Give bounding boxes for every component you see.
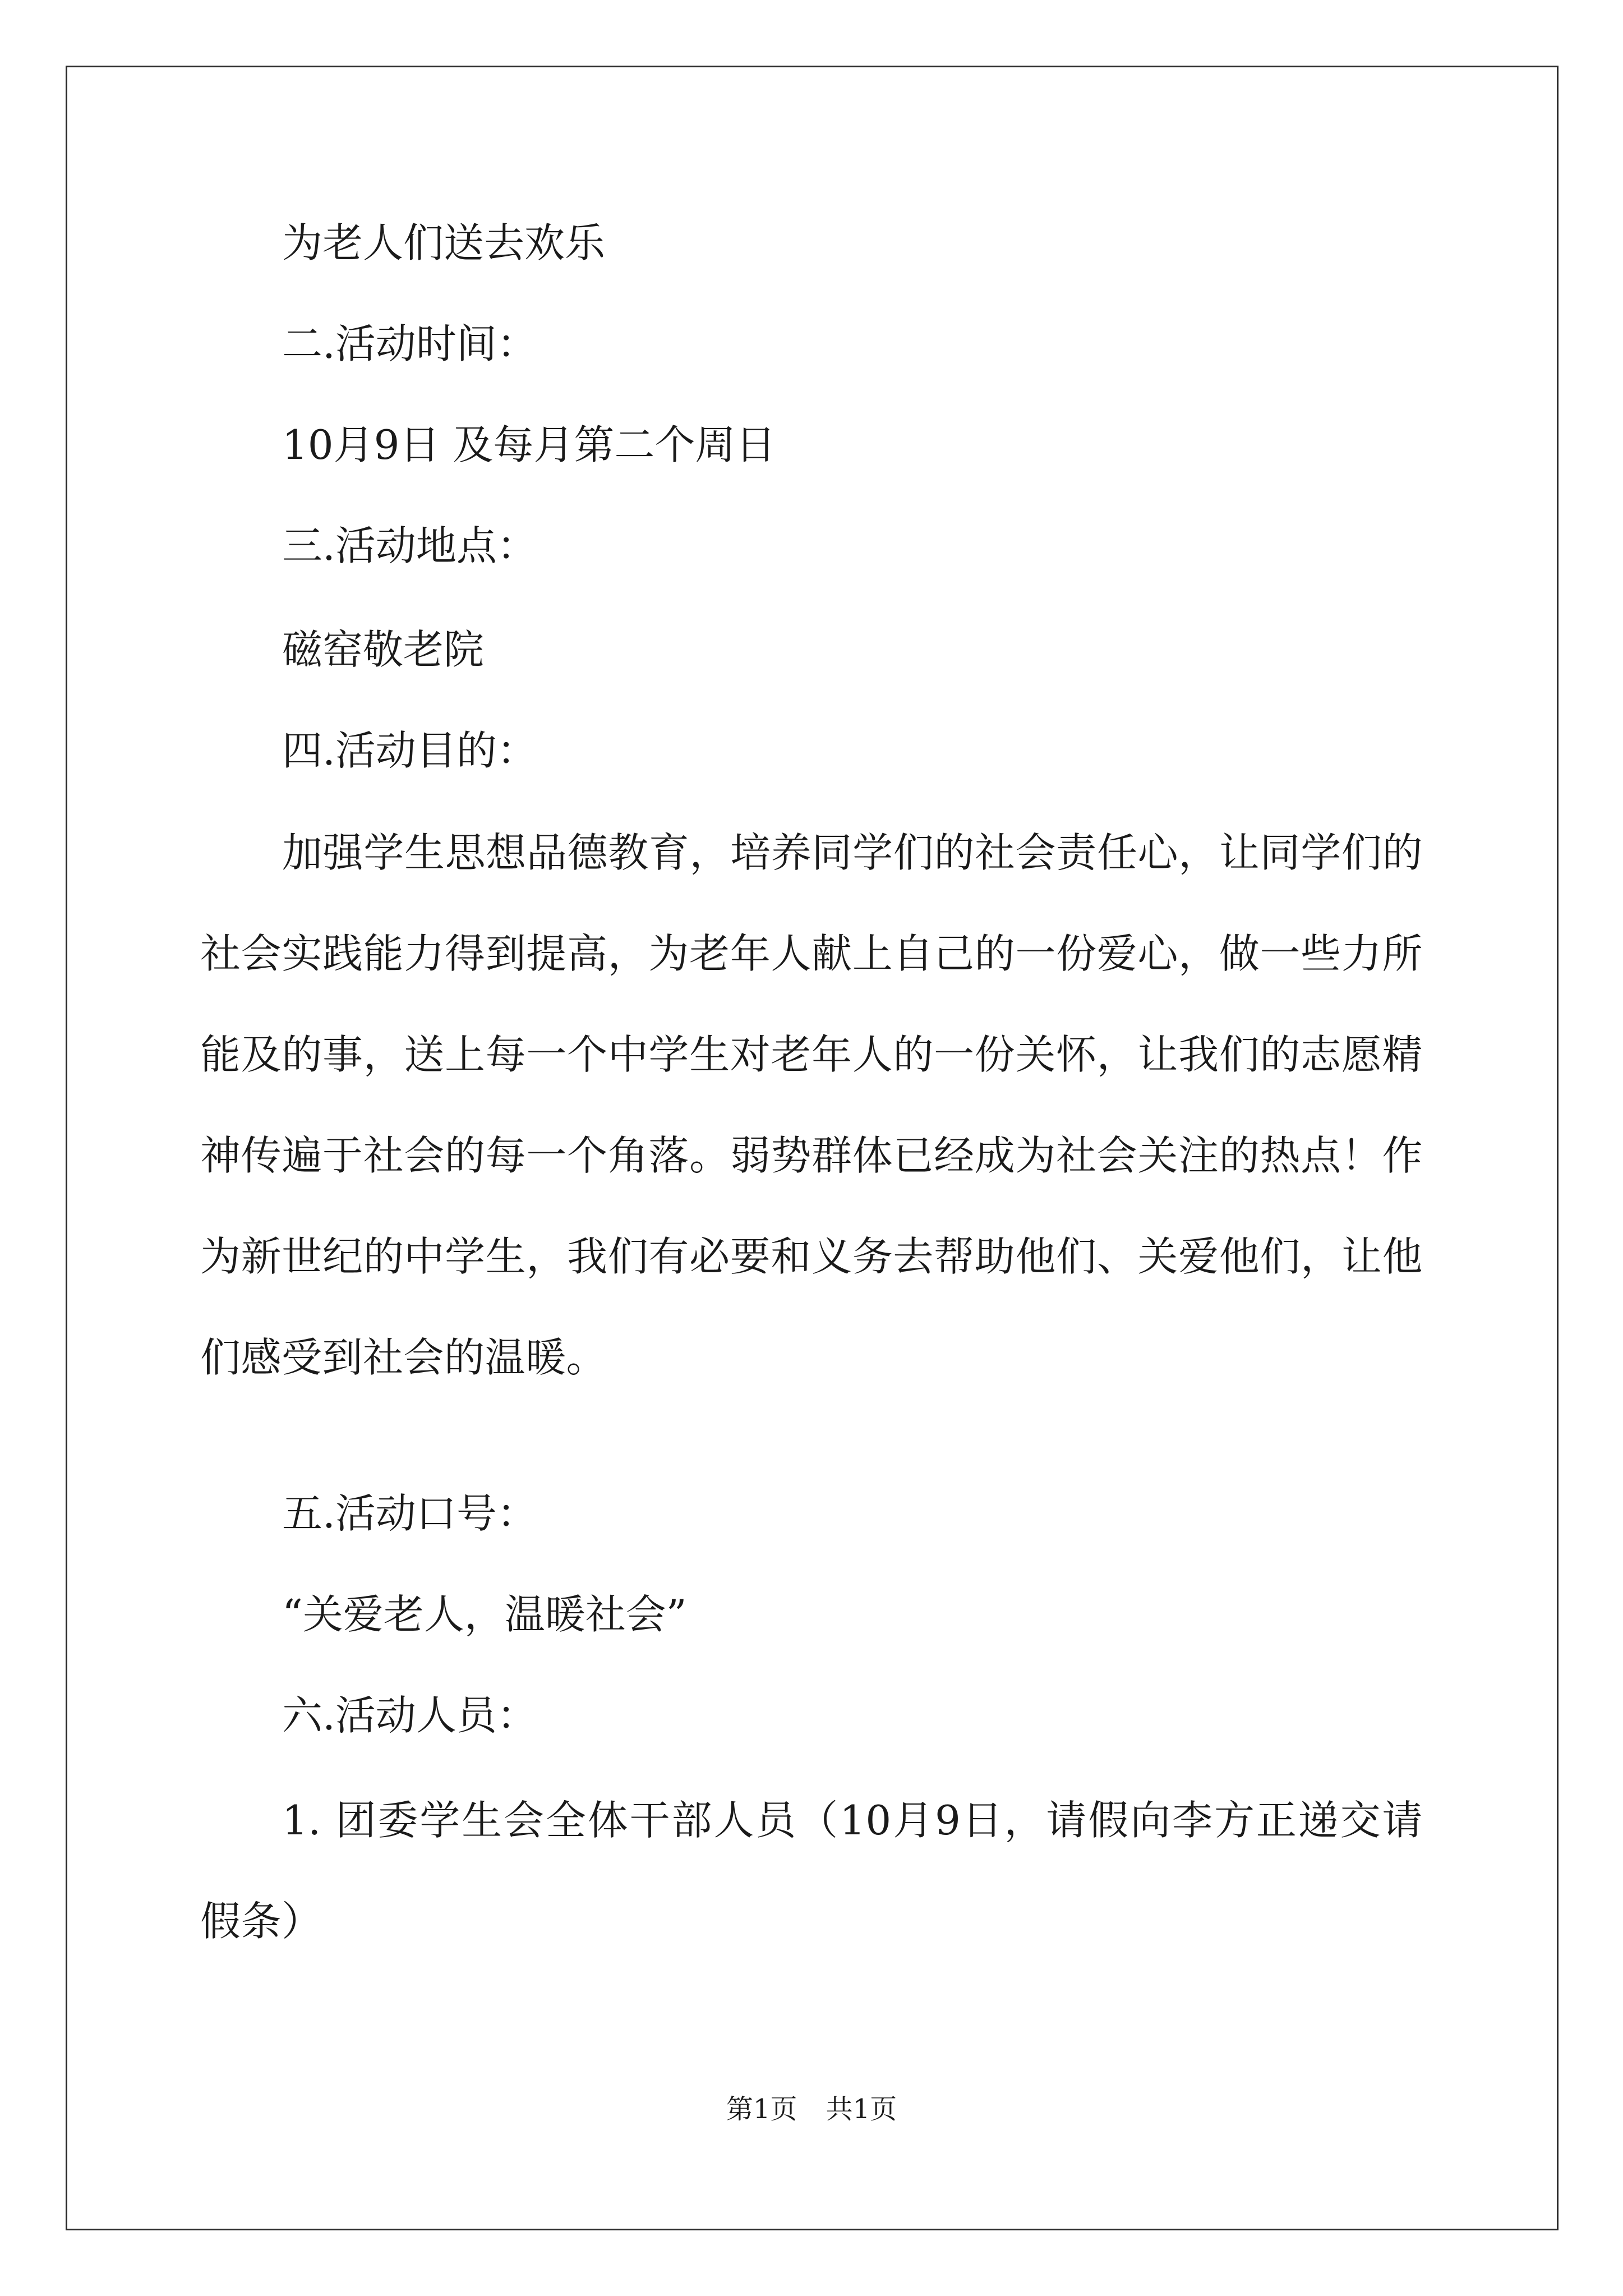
slogan-heading: 五.活动口号： <box>282 1490 537 1537</box>
page-number: 第1页 <box>726 2093 797 2125</box>
slogan-text: “关爱老人，温暖社会” <box>282 1591 687 1638</box>
page-count: 共1页 <box>826 2093 897 2125</box>
location-value: 磁窑敬老院 <box>282 626 485 673</box>
staff-item-1: 1. 团委学生会全体干部人员（10月9日，请假向李方正递交请假条） <box>200 1797 1423 1945</box>
purpose-heading: 四.活动目的： <box>282 727 537 774</box>
location-heading: 三.活动地点： <box>282 522 537 569</box>
page-footer <box>0 2092 1623 2126</box>
staff-heading: 六.活动人员： <box>282 1692 537 1739</box>
time-value: 10月9日 及每月第二个周日 <box>282 421 776 468</box>
time-heading: 二.活动时间： <box>282 320 537 367</box>
purpose-paragraph: 加强学生思想品德教育，培养同学们的社会责任心，让同学们的社会实践能力得到提高，为老年人献上自己的一份爱心，做一些力所能及的事，送上每一个中学生对老年人的一份关怀，让我们的志愿精神传遍于社会的每一个角落。弱势群体已经成为社会关注的热点！作为新世纪的中学生，我们有必要和义务去帮助他们、关爱他们，让他们感受到社会的温暖。 <box>200 829 1423 1381</box>
intro-line: 为老人们送去欢乐 <box>282 219 606 266</box>
